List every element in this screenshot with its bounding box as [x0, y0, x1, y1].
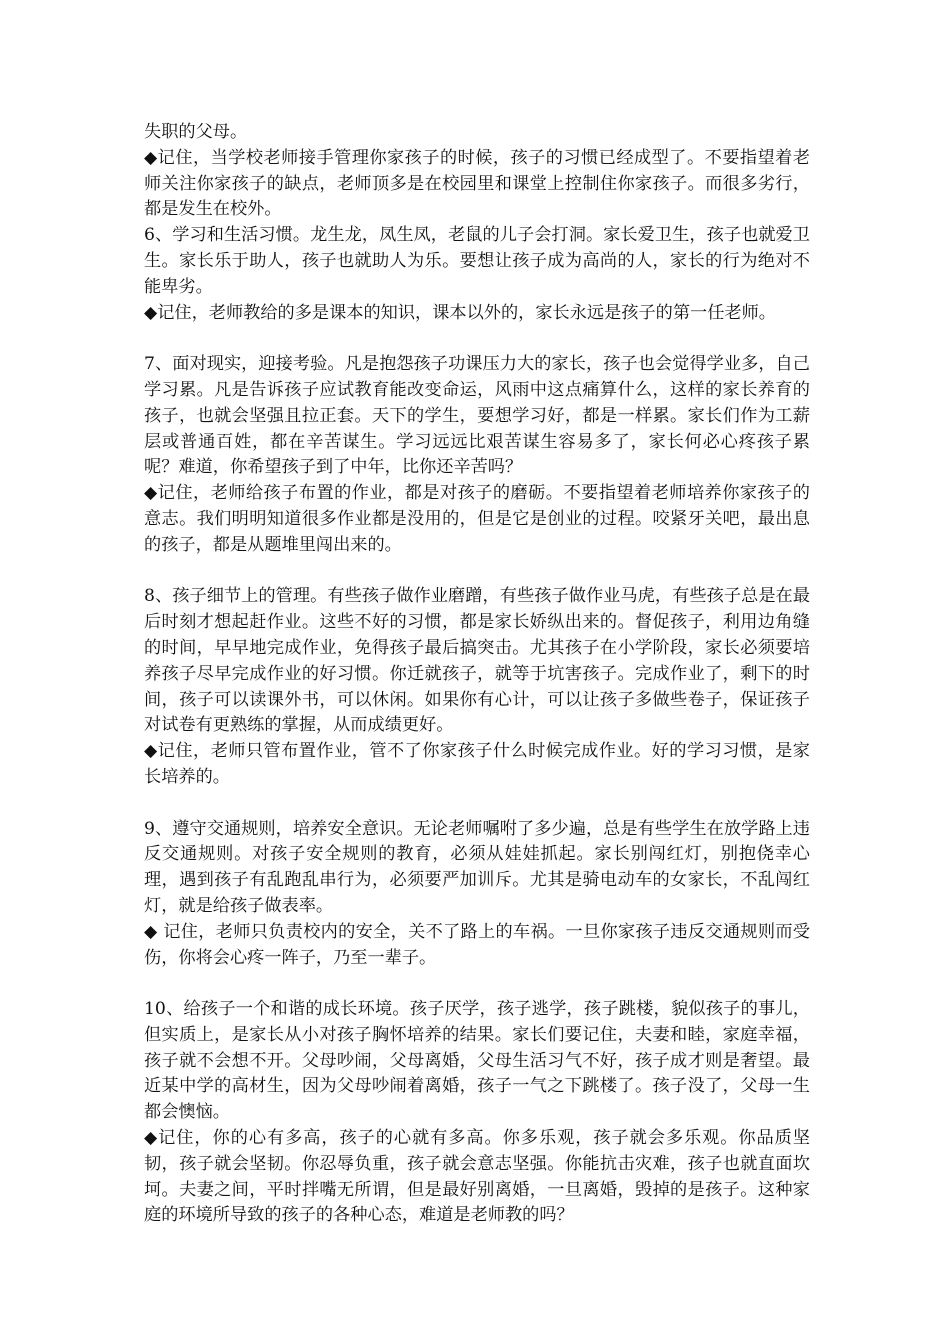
section-10-harmonious-environment: 10、给孩子一个和谐的成长环境。孩子厌学，孩子逃学，孩子跳楼，貌似孩子的事儿，但实质上，是家长从小对孩子胸怀培养的结果。家长们要记住，夫妻和睦，家庭幸福，孩子就不会想不开。父母吵闹，父母离婚，父母生活习气不好，孩子成才则是奢望。最近某中学的高材生，因为父母吵闹着离婚，孩子一气之下跳楼了。孩子没了，父母一生都会懊恼。	[144, 999, 810, 1123]
section-6-study-life-habits: 6、学习和生活习惯。龙生龙，凤生凤，老鼠的儿子会打洞。家长爱卫生，孩子也就爱卫生。家长乐于助人，孩子也就助人为乐。要想让孩子成为高尚的人，家长的行为绝对不能卑劣。	[144, 225, 810, 297]
section-8-detail-management: 8、孩子细节上的管理。有些孩子做作业磨蹭，有些孩子做作业马虎，有些孩子总是在最后时刻才想起赶作业。这些不好的习惯，都是家长娇纵出来的。督促孩子，利用边角缝的时间，早早地完成作业，免得孩子最后搞突击。尤其孩子在小学阶段，家长必须要培养孩子尽早完成作业的好习惯。你迁就孩子，就等于坑害孩子。完成作业了，剩下的时间，孩子可以读课外书，可以休闲。如果你有心计，可以让孩子多做些卷子，保证孩子对试卷有更熟练的掌握，从而成绩更好。	[144, 586, 810, 736]
note-homework-tempering: ◆记住，老师给孩子布置的作业，都是对孩子的磨砺。不要指望着老师培养你家孩子的意志。我们明明知道很多作业都是没用的，但是它是创业的过程。咬紧牙关吧，最出息的孩子，都是从题堆里闯出来的。	[144, 483, 810, 555]
note-first-teacher: ◆记住，老师教给的多是课本的知识，课本以外的，家长永远是孩子的第一任老师。	[144, 302, 776, 323]
section-9-traffic-rules: 9、遵守交通规则，培养安全意识。无论老师嘱咐了多少遍，总是有些学生在放学路上违反交通规则。对孩子安全规则的教育，必须从娃娃抓起。家长别闯红灯，别抱侥幸心理，遇到孩子有乱跑乱串行为，必须要严加训斥。尤其是骑电动车的女家长，不乱闯红灯，就是给孩子做表率。	[144, 818, 810, 916]
paragraph-failing-parents: 失职的父母。	[144, 122, 248, 142]
note-homework-habit: ◆记住，老师只管布置作业，管不了你家孩子什么时候完成作业。好的学习习惯，是家长培养的。	[144, 741, 810, 787]
section-7-face-reality: 7、面对现实，迎接考验。凡是抱怨孩子功课压力大的家长，孩子也会觉得学业多，自己学习累。凡是告诉孩子应试教育能改变命运，风雨中这点痛算什么，这样的家长养育的孩子，也就会坚强且拉正套。天下的学生，要想学习好，都是一样累。家长们作为工薪层或普通百姓，都在辛苦谋生。学习远远比艰苦谋生容易多了，家长何必心疼孩子累呢？难道，你希望孩子到了中年，比你还辛苦吗？	[144, 354, 810, 478]
paragraph-gap	[144, 791, 810, 817]
note-road-safety: ◆ 记住，老师只负责校内的安全，关不了路上的车祸。一旦你家孩子违反交通规则而受伤，你将会心疼一阵子，乃至一辈子。	[144, 921, 810, 968]
paragraph-gap	[144, 326, 810, 352]
paragraph-gap	[144, 971, 810, 997]
paragraph-gap	[144, 559, 810, 585]
note-habits-formed: ◆记住，当学校老师接手管理你家孩子的时候，孩子的习惯已经成型了。不要指望着老师关注你家孩子的缺点，老师顶多是在校园里和课堂上控制住你家孩子。而很多劣行，都是发生在校外。	[144, 147, 810, 220]
document-body	[144, 120, 810, 1229]
note-parent-mindset: ◆记住，你的心有多高，孩子的心就有多高。你多乐观，孩子就会多乐观。你品质坚韧，孩子就会坚韧。你忍辱负重，孩子就会意志坚强。你能抗击灾难，孩子也就直面坎坷。夫妻之间，平时拌嘴无所谓，但是最好别离婚，一旦离婚，毁掉的是孩子。这种家庭的环境所导致的孩子的各种心态，难道是老师教的吗？	[144, 1128, 810, 1226]
